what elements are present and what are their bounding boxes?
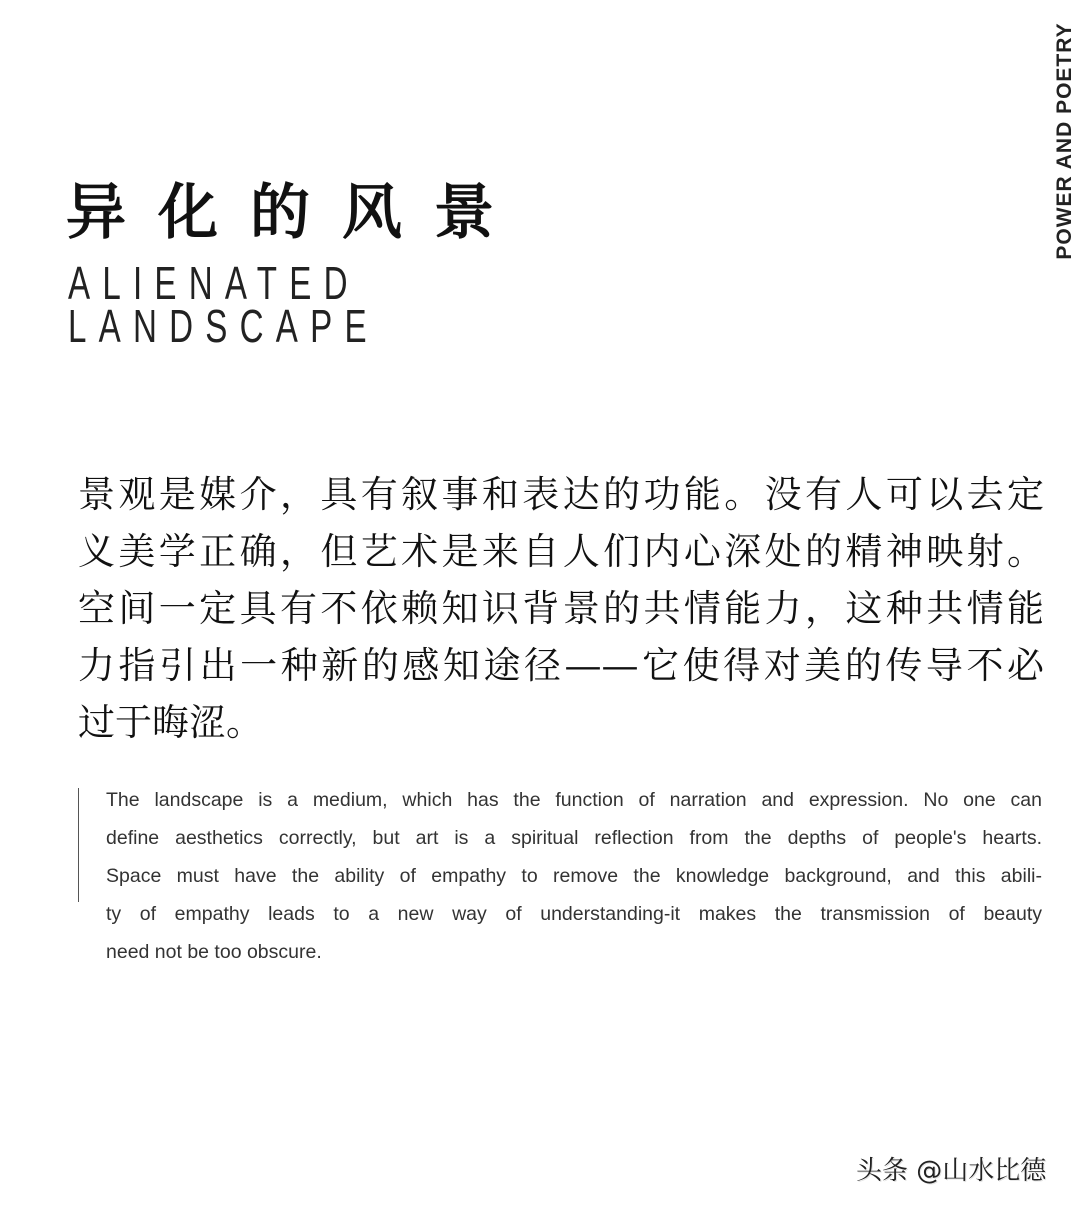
paragraph-line: 过于晦涩。: [78, 701, 263, 744]
side-label-text: POWER AND POETRY: [1053, 22, 1076, 260]
page-title-chinese: 异化的风景: [66, 178, 526, 248]
chinese-paragraph: [78, 466, 1044, 751]
title-english-line: LANDSCAPE: [68, 300, 379, 352]
page-title-english: [68, 257, 379, 352]
paragraph-line: ty of empathy leads to a new way of understanding-it makes the transmission of beauty: [106, 903, 1042, 925]
paragraph-line: 义美学正确，但艺术是来自人们内心深处的精神映射。: [78, 530, 1044, 573]
title-english-line: ALIENATED: [68, 257, 360, 309]
paragraph-line: need not be too obscure.: [106, 941, 322, 963]
paragraph-line: 力指引出一种新的感知途径——它使得对美的传导不必: [78, 644, 1044, 687]
paragraph-line: 景观是媒介，具有叙事和表达的功能。没有人可以去定: [78, 473, 1044, 516]
paragraph-line: define aesthetics correctly, but art is a spiritual reflection from the depths of people's hearts.: [106, 827, 1042, 849]
paragraph-line: The landscape is a medium, which has the function of narration and expression. No one can: [106, 789, 1042, 811]
side-label: [1052, 0, 1078, 282]
watermark: 头条 @山水比德: [856, 1156, 1047, 1186]
paragraph-line: 空间一定具有不依赖知识背景的共情能力，这种共情能: [78, 587, 1044, 630]
quote-bar-divider: [78, 788, 79, 902]
paragraph-line: Space must have the ability of empathy to remove the knowledge background, and this abili-: [106, 865, 1042, 887]
english-paragraph: [106, 781, 1042, 971]
